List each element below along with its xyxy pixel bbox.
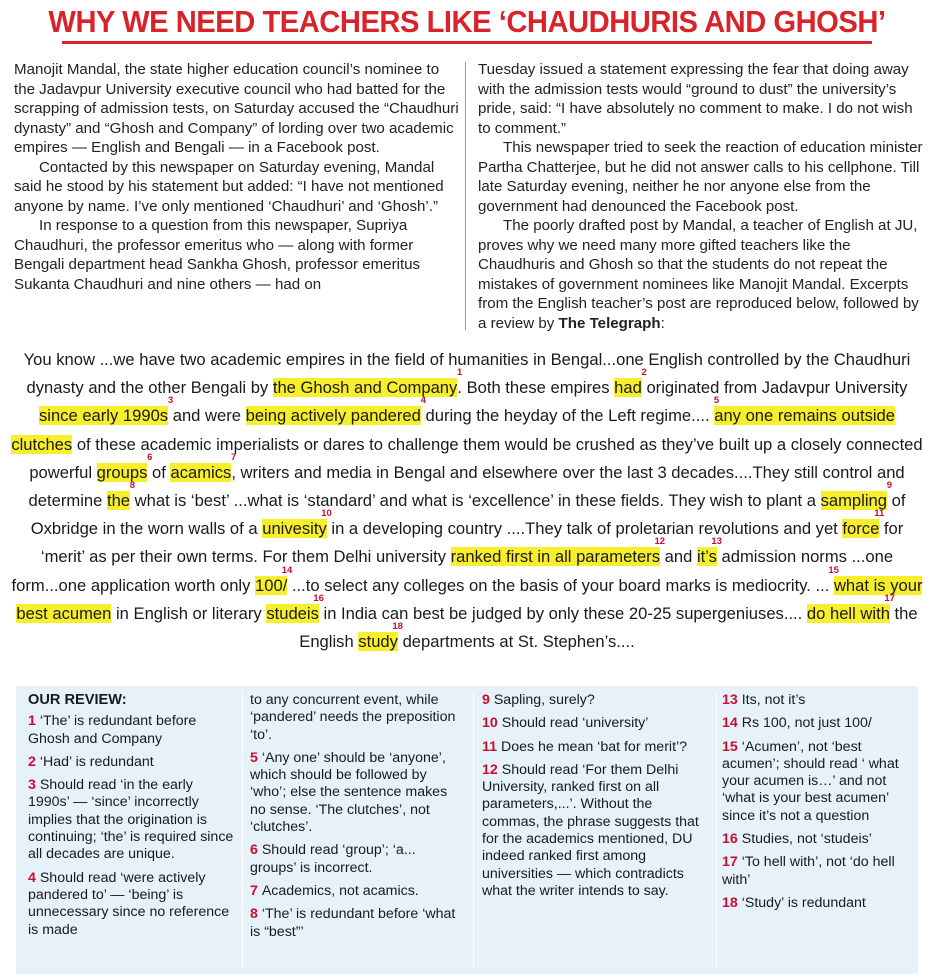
highlighted-error xyxy=(806,592,895,623)
review-item-text: Sapling, surely? xyxy=(493,692,595,708)
highlighted-error-text: univesity xyxy=(262,519,327,539)
review-item-number: 13 xyxy=(722,692,742,708)
review-item xyxy=(482,739,710,756)
excerpt-text: originated from Jadavpur University xyxy=(641,378,908,398)
highlighted-error xyxy=(38,395,174,426)
highlighted-error-text: 100/ xyxy=(255,575,288,595)
excerpt-text: the English xyxy=(299,603,918,652)
error-number: 1 xyxy=(457,367,463,379)
highlighted-error-text: ranked first in all parameters xyxy=(450,547,661,567)
review-column-1 xyxy=(28,692,238,945)
highlighted-error xyxy=(245,395,426,426)
highlighted-error-text: since early 1990s xyxy=(38,406,169,426)
highlighted-error-text: groups xyxy=(96,462,148,482)
error-number: 9 xyxy=(886,480,892,492)
review-item xyxy=(722,854,912,889)
review-item xyxy=(250,842,464,877)
excerpt-text: ...to select any colleges on the basis of your board marks is mediocrity. ... xyxy=(287,575,834,595)
highlighted-error xyxy=(614,367,647,398)
excerpt-text: of these academic imperialists or dares to challenge them would be crushed as they’ve built up a closely connected powerful xyxy=(29,434,923,482)
excerpt-text: during the heyday of the Left regime.... xyxy=(420,406,715,426)
review-item-number: 8 xyxy=(250,906,262,923)
review-item-text: Academics, not acamics. xyxy=(261,882,419,899)
review-item-number: 1 xyxy=(28,713,40,730)
review-divider xyxy=(716,692,717,968)
facebook-post-excerpt xyxy=(10,346,924,656)
review-column-2 xyxy=(250,692,464,947)
intro-paragraph: This newspaper tried to seek the reaction of education minister Partha Chatterjee, but he did not answer calls to his cellphone. Till late Saturday evening, neither he nor anyone else from the government had denounced the Facebook post. xyxy=(478,139,923,215)
excerpt-text: , writers and media in Bengal and elsewhere over the last 3 decades....They still control and determine xyxy=(28,462,905,511)
excerpt-text: and were xyxy=(168,406,246,426)
headline-underline xyxy=(62,41,872,44)
error-number: 14 xyxy=(281,564,293,576)
review-item-number: 3 xyxy=(28,777,40,794)
error-number: 13 xyxy=(711,536,722,548)
highlighted-error-text: study xyxy=(358,632,398,652)
excerpt-text: of xyxy=(147,462,171,482)
excerpt-text: You know ...we have two academic empires in the field of humanities in Bengal...one English controlled by the Chaudhuri dynasty and the other Bengali by xyxy=(23,350,911,398)
review-item-text: Should read ‘in the early 1990s’ — ‘since’ incorrectly implies that the origination is continuing; ‘the’ is required since all decades are unique. xyxy=(28,777,234,863)
highlighted-error-text: it’s xyxy=(696,547,717,567)
review-item xyxy=(722,831,912,848)
review-item xyxy=(28,870,238,939)
error-number: 11 xyxy=(874,508,885,520)
error-number: 8 xyxy=(129,480,136,492)
highlighted-error xyxy=(450,536,666,567)
review-item-number: 15 xyxy=(722,738,742,755)
intro-column-right xyxy=(478,60,923,333)
highlighted-error xyxy=(272,367,463,398)
telegraph-name: The Telegraph xyxy=(558,314,661,332)
review-item-text: Studies, not ‘studeis’ xyxy=(741,831,872,848)
review-item xyxy=(250,750,464,836)
highlighted-error-text: sampling xyxy=(820,491,887,511)
excerpt-text: . Both these empires xyxy=(457,378,615,398)
review-heading: OUR REVIEW: xyxy=(28,692,127,708)
highlighted-error xyxy=(696,536,722,567)
review-item-text: to any concurrent event, while ‘pandered’ needs the preposition ‘to’. xyxy=(250,692,456,743)
error-number: 3 xyxy=(167,395,174,407)
colon: : xyxy=(660,314,665,332)
review-item-text: Should read ‘university’ xyxy=(501,715,649,732)
error-number: 10 xyxy=(321,508,332,520)
review-item xyxy=(482,715,710,732)
review-divider xyxy=(473,692,474,968)
highlighted-error xyxy=(358,621,403,652)
review-item xyxy=(722,692,912,709)
error-number: 7 xyxy=(231,451,237,463)
intro-column-left xyxy=(14,60,459,294)
review-item-number: 10 xyxy=(482,715,502,732)
highlighted-error-text: had xyxy=(614,378,642,398)
highlighted-error-text: do hell with xyxy=(806,603,890,623)
review-item-number: 11 xyxy=(482,738,501,755)
review-item-text: ‘Had’ is redundant xyxy=(39,753,154,770)
review-item xyxy=(250,906,464,941)
excerpt-text: admission norms ...one form...one application worth only xyxy=(11,547,894,595)
review-item-number: 2 xyxy=(28,753,40,770)
review-item-text: ‘Any one’ should be ‘anyone’, which should be followed by ‘who’; else the sentence makes no sense. ‘The clutches’, not ‘clutches’. xyxy=(250,749,448,836)
excerpt-text: of Oxbridge in the worn walls of a xyxy=(30,491,906,539)
review-item xyxy=(482,762,710,900)
highlighted-error xyxy=(842,508,885,539)
review-item xyxy=(250,692,464,744)
error-number: 15 xyxy=(828,564,839,576)
excerpt-text: what is ‘best’ ...what is ‘standard’ and what is ‘excellence’ in these fields. They wish to plant a xyxy=(130,491,821,511)
intro-paragraph: Contacted by this newspaper on Saturday evening, Mandal said he stood by his statement but added: “I have not mentioned anyone by name. I’ve only mentioned ‘Chaudhuri’ and ‘Ghosh’.” xyxy=(14,158,444,215)
excerpt-text: departments at St. Stephen’s.... xyxy=(397,632,635,652)
review-item xyxy=(722,715,912,732)
review-column-4 xyxy=(722,692,912,918)
highlighted-error xyxy=(266,592,324,623)
review-item-number: 5 xyxy=(250,749,262,766)
error-number: 18 xyxy=(392,621,403,633)
review-item xyxy=(28,713,238,748)
highlighted-error xyxy=(820,480,892,511)
excerpt-text: for ‘merit’ as per their own terms. For them Delhi university xyxy=(40,519,904,567)
highlighted-error-text: acamics xyxy=(170,462,232,482)
review-item-number: 6 xyxy=(250,842,262,859)
review-item-number: 18 xyxy=(722,894,742,911)
highlighted-error xyxy=(106,480,136,511)
review-column-3 xyxy=(482,692,710,906)
review-item xyxy=(250,883,464,900)
review-item-text: ‘Study’ is redundant xyxy=(741,894,866,911)
review-item-text: ‘Acumen’, not ‘best acumen’; should read ‘ what your acumen is…’ and not ‘what is your best acumen’ since it’s not a question xyxy=(722,738,899,824)
review-item xyxy=(482,692,710,709)
review-box xyxy=(16,686,918,974)
review-item-text: Should read ‘were actively pandered to’ — ‘being’ is unnecessary since no reference is made xyxy=(28,869,230,938)
highlighted-error-text: force xyxy=(842,519,880,539)
review-item-text: ‘The’ is redundant before ‘what is “best”’ xyxy=(250,906,456,940)
highlighted-error-text: the Ghosh and Company xyxy=(272,378,458,398)
review-item-number: 9 xyxy=(482,692,494,708)
headline: WHY WE NEED TEACHERS LIKE ‘CHAUDHURIS AND GHOSH’ xyxy=(48,4,886,39)
review-item xyxy=(722,739,912,825)
review-item-text: Its, not it’s xyxy=(741,692,806,708)
intro-paragraph: Manojit Mandal, the state higher education council’s nominee to the Jadavpur University executive council who had batted for the scrapping of admission tests, on Saturday accused the “Chaudhuri dynasty” and “Ghosh and Company” of lording over two academic empires — English and Bengali — in a Facebook post. xyxy=(14,61,459,156)
review-item-text: ‘The’ is redundant before Ghosh and Company xyxy=(28,713,197,747)
error-number: 2 xyxy=(641,367,647,379)
review-item-text: ‘To hell with’, not ‘do hell with’ xyxy=(722,854,895,888)
review-item-text: Does he mean ‘bat for merit’? xyxy=(500,738,688,755)
highlighted-error-text: any one remains outside clutches xyxy=(11,406,896,454)
excerpt-text: in a developing country ....They talk of proletarian revolutions and yet xyxy=(326,519,843,539)
excerpt-text: in India can best be judged by only these 20-25 supergeniuses.... xyxy=(318,603,807,623)
highlighted-error xyxy=(262,508,332,539)
review-item-text: Should read ‘group’; ‘a... groups’ is incorrect. xyxy=(250,842,416,876)
excerpt-text: in English or literary xyxy=(111,603,267,623)
error-number: 12 xyxy=(654,536,666,548)
review-item-number: 16 xyxy=(722,831,742,848)
error-number: 16 xyxy=(313,592,324,604)
review-item-number: 12 xyxy=(482,761,502,778)
review-item-text: Should read ‘For them Delhi University, ranked first on all parameters,...’. Without the commas, the phrase suggests that for the academics mentioned, DU indeed ranked first among universities — which contradicts what the writer intends to say. xyxy=(482,761,699,899)
error-number: 6 xyxy=(147,451,153,463)
highlighted-error xyxy=(255,564,293,595)
highlighted-error xyxy=(170,451,237,482)
review-item xyxy=(28,777,238,863)
highlighted-error-text: what is your best acumen xyxy=(16,575,923,623)
excerpt-text: and xyxy=(660,547,697,567)
intro-paragraph: In response to a question from this newspaper, Supriya Chaudhuri, the professor emeritus who — along with former Bengali department head Sankha Ghosh, professor emeritus Sukanta Chaudhuri and nine others — had on xyxy=(14,217,421,293)
error-number: 4 xyxy=(420,395,426,407)
highlighted-error-text: the xyxy=(106,491,131,511)
review-item-text: Rs 100, not just 100/ xyxy=(741,715,872,732)
error-number: 5 xyxy=(713,395,720,407)
column-divider xyxy=(465,62,466,330)
review-item xyxy=(722,895,912,912)
highlighted-error xyxy=(96,451,153,482)
review-item xyxy=(28,754,238,771)
review-item-number: 4 xyxy=(28,869,40,886)
highlighted-error-text: being actively pandered xyxy=(245,406,421,426)
review-item-number: 7 xyxy=(250,882,262,899)
intro-paragraph-final xyxy=(478,216,923,333)
review-divider xyxy=(242,692,243,968)
highlighted-error-text: studeis xyxy=(266,603,319,623)
intro-paragraph-text: The poorly drafted post by Mandal, a teacher of English at JU, proves why we need many more gifted teachers like the Chaudhuris and Ghosh so that the students do not repeat the mistakes of government nominees like Manojit Mandal. Excerpts from the English teacher’s post are reproduced below, followed by a review by xyxy=(478,217,919,332)
review-item-number: 14 xyxy=(722,715,742,732)
review-item-number: 17 xyxy=(722,854,742,871)
error-number: 17 xyxy=(884,592,895,604)
intro-paragraph: Tuesday issued a statement expressing the fear that doing away with the admission tests would “ground to dust” the university’s pride, said: “I have absolutely no comment to make. I do not wish to comment.” xyxy=(478,61,913,137)
